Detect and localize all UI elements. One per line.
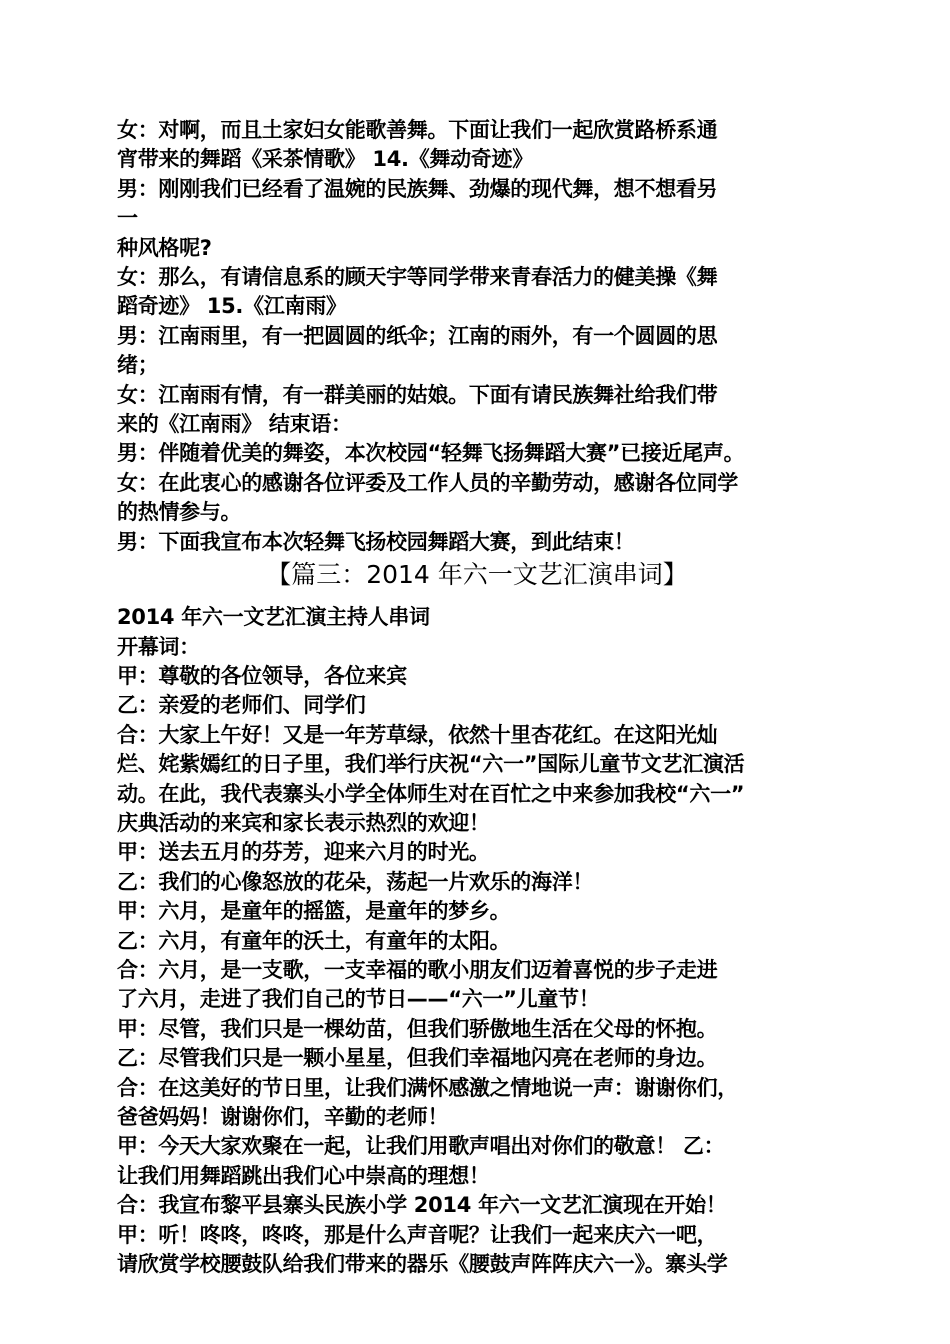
text-line: 合：在这美好的节日里，让我们满怀感激之情地说一声：谢谢你们，	[117, 1075, 738, 1100]
text-line: 乙：尽管我们只是一颗小星星，但我们幸福地闪亮在老师的身边。	[117, 1046, 718, 1071]
text-line: 动。在此，我代表寨头小学全体师生对在百忙之中来参加我校“六一”	[117, 781, 745, 806]
text-line: 甲：六月，是童年的摇篮，是童年的梦乡。	[117, 899, 511, 924]
text-line: 庆典活动的来宾和家长表示热烈的欢迎！	[117, 810, 490, 835]
text-line: 男：伴随着优美的舞姿，本次校园“轻舞飞扬舞蹈大赛”已接近尾声。	[117, 441, 745, 466]
text-line: 女：对啊，而且土家妇女能歌善舞。下面让我们一起欣赏路桥系通	[117, 118, 718, 142]
text-line: 甲：尽管，我们只是一棵幼苗，但我们骄傲地生活在父母的怀抱。	[117, 1016, 718, 1041]
text-line: 的热情参与。	[117, 500, 242, 525]
text-line: 开幕词：	[117, 634, 200, 659]
text-line: 来的《江南雨》 结束语：	[117, 412, 352, 437]
text-line: 女：在此衷心的感谢各位评委及工作人员的辛勤劳动，感谢各位同学	[117, 470, 738, 495]
text-line: 甲：听！咚咚，咚咚，那是什么声音呢？让我们一起来庆六一吧，	[117, 1222, 718, 1247]
text-line: 合：我宣布黎平县寨头民族小学 2014 年六一文艺汇演现在开始！	[117, 1193, 727, 1218]
text-line: 合：大家上午好！又是一年芳草绿，依然十里杏花红。在这阳光灿	[117, 722, 718, 747]
text-line: 请欣赏学校腰鼓队给我们带来的器乐《腰鼓声阵阵庆六一》。寨头学	[117, 1252, 728, 1277]
section-title: 【篇三：2014 年六一文艺汇演串词】	[266, 560, 688, 590]
text-line: 了六月，走进了我们自己的节日——“六一”儿童节！	[117, 987, 600, 1012]
text-line: 女：江南雨有情，有一群美丽的姑娘。下面有请民族舞社给我们带	[117, 382, 718, 407]
text-line: 男：下面我宣布本次轻舞飞扬校园舞蹈大赛，到此结束！	[117, 529, 635, 554]
text-line: 女：那么，有请信息系的顾天宇等同学带来青春活力的健美操《舞	[117, 265, 718, 290]
text-line: 乙：我们的心像怒放的花朵，荡起一片欢乐的海洋！	[117, 869, 594, 894]
text-line: 烂、姹紫嫣红的日子里，我们举行庆祝“六一”国际儿童节文艺汇演活	[117, 752, 745, 777]
text-line: 甲：送去五月的芬芳，迎来六月的时光。	[117, 840, 490, 865]
text-line: 乙：亲爱的老师们、同学们	[117, 693, 366, 718]
text-line: 甲：尊敬的各位领导，各位来宾	[117, 663, 407, 688]
script-part-2	[117, 603, 837, 1279]
text-line: 蹈奇迹》 15.《江南雨》	[117, 294, 347, 319]
script-part-1	[117, 116, 837, 557]
text-line: 种风格呢?	[117, 235, 212, 260]
text-line: 甲：今天大家欢聚在一起，让我们用歌声唱出对你们的敬意！ 乙：	[117, 1134, 725, 1159]
text-line: 2014 年六一文艺汇演主持人串词	[117, 605, 430, 630]
text-line: 男：刚刚我们已经看了温婉的民族舞、劲爆的现代舞，想不想看另	[117, 176, 718, 201]
text-line: 男：江南雨里，有一把圆圆的纸伞；江南的雨外，有一个圆圆的思	[117, 323, 718, 348]
text-line: 宵带来的舞蹈《采茶情歌》 14.《舞动奇迹》	[117, 147, 533, 172]
text-line: 乙：六月，有童年的沃土，有童年的太阳。	[117, 928, 511, 953]
text-line: 一	[117, 206, 138, 231]
text-line: 绪；	[117, 353, 159, 378]
text-line: 让我们用舞蹈跳出我们心中崇高的理想！	[117, 1163, 490, 1188]
text-line: 爸爸妈妈！谢谢你们，辛勤的老师！	[117, 1105, 449, 1129]
text-line: 合：六月，是一支歌，一支幸福的歌小朋友们迈着喜悦的步子走进	[117, 957, 718, 982]
document-page	[117, 116, 837, 1279]
